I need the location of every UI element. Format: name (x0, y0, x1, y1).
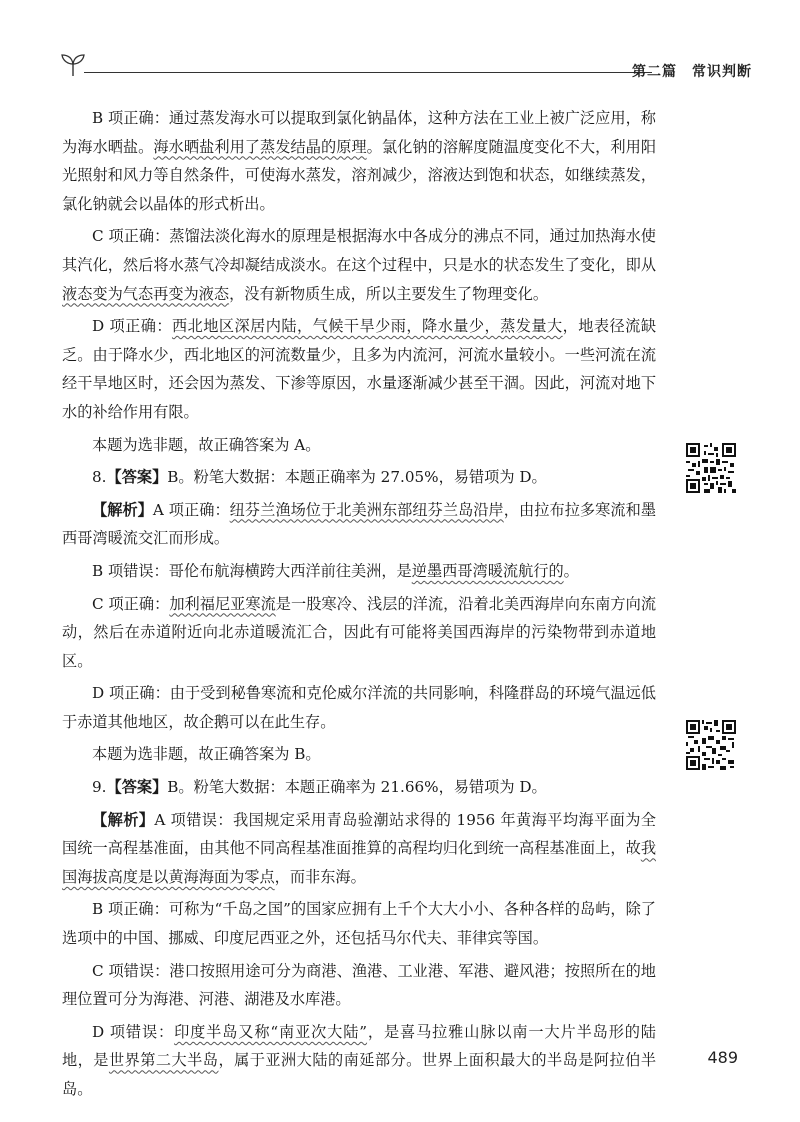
article-body (62, 104, 656, 1108)
header-rule (84, 72, 652, 73)
question-8-analysis-d: D 项正确：由于受到秘鲁寒流和克伦威尔洋流的共同影响，科隆群岛的环境气温远低于赤道其他地区，故企鹅可以在此生存。 (62, 684, 656, 731)
section-title: 第二篇 常识判断 (632, 64, 752, 80)
question-9-analysis-c: C 项错误：港口按照用途可分为商港、渔港、工业港、军港、避风港；按照所在的地理位置可分为海港、河港、湖港及水库港。 (62, 961, 656, 1009)
analysis-tag: 【解析】 (92, 500, 153, 519)
question-8-analysis-c: C 项正确：加利福尼亚寒流是一股寒冷、浅层的洋流，沿着北美西海岸向东南方向流动，然后在赤道附近向北赤道暖流汇合，因此有可能将美国西海岸的污染物带到赤道地区。 (62, 594, 657, 670)
underlined-key-point: 我国海拔高度是以黄海海面为零点 (62, 839, 656, 886)
qr-code-icon[interactable] (686, 443, 736, 493)
question-8-analysis-b: B 项错误：哥伦布航海横跨大西洋前往美洲，是逆墨西哥湾暖流航行的。 (92, 561, 579, 580)
paragraph-d-explanation: D 项正确：西北地区深居内陆，气候干旱少雨，降水量少，蒸发量大，地表径流缺乏。由于降水少，西北地区的河流数量少，且多为内流河，河流水量较小。一些河流在流经干旱地区时，还会因为蒸发、下渗等原因，水量逐渐减少甚至干涸。因此，河流对地下水的补给作用有限。 (62, 317, 657, 421)
paragraph-b-explanation: B 项正确：通过蒸发海水可以提取到氯化钠晶体，这种方法在工业上被广泛应用，称为海水晒盐。海水晒盐利用了蒸发结晶的原理。氯化钠的溶解度随温度变化不大，利用阳光照射和风力等自然条件，可使海水蒸发，溶剂减少，溶液达到饱和状态，如继续蒸发，氯化钠就会以晶体的形式析出。 (62, 109, 657, 213)
question-8-answer: 8.【答案】B。粉笔大数据：本题正确率为 27.05%，易错项为 D。 (92, 468, 547, 487)
question-9-answer: 9.【答案】B。粉笔大数据：本题正确率为 21.66%，易错项为 D。 (92, 778, 547, 797)
page-number: 489 (707, 1048, 738, 1067)
question-8-analysis-a: 【解析】A 项正确：纽芬兰渔场位于北美洲东部纽芬兰岛沿岸，由拉布拉多寒流和墨西哥湾暖流交汇而形成。 (62, 500, 657, 548)
question-9-analysis-b: B 项正确：可称为“千岛之国”的国家应拥有上千个大大小小、各种各样的岛屿，除了选项中的中国、挪威、印度尼西亚之外，还包括马尔代夫、菲律宾等国。 (62, 900, 656, 948)
page-header (48, 52, 752, 82)
answer-tag: 【答案】 (106, 778, 168, 797)
question-9-analysis-d: D 项错误：印度半岛又称“南亚次大陆”，是喜马拉雅山脉以南一大片半岛形的陆地，是世界第二大半岛，属于亚洲大陆的南延部分。世界上面积最大的半岛是阿拉伯半岛。 (62, 1022, 657, 1098)
underlined-key-point: 纽芬兰渔场位于北美洲东部纽芬兰岛沿岸 (229, 500, 504, 519)
sprout-icon (60, 52, 86, 78)
qr-code-icon[interactable] (686, 720, 736, 770)
underlined-key-point: 西北地区深居内陆，气候干旱少雨，降水量少，蒸发量大 (171, 317, 563, 336)
underlined-key-point: 逆墨西哥湾暖流航行的 (411, 561, 564, 580)
paragraph-c-explanation: C 项正确：蒸馏法淡化海水的原理是根据海水中各成分的沸点不同，通过加热海水使其汽化，然后将水蒸气冷却凝结成淡水。在这个过程中，只是水的状态发生了变化，即从液态变为气态再变为液态，没有新物质生成，所以主要发生了物理变化。 (62, 227, 656, 303)
answer-tag: 【答案】 (106, 468, 168, 487)
underlined-key-point: 世界第二大半岛 (108, 1051, 219, 1070)
underlined-key-point: 液态变为气态再变为液态 (62, 284, 230, 303)
analysis-tag: 【解析】 (92, 810, 155, 829)
paragraph-conclusion: 本题为选非题，故正确答案为 A。 (92, 435, 321, 454)
underlined-key-point: 加利福尼亚寒流 (169, 594, 276, 613)
underlined-key-point: 海水晒盐利用了蒸发结晶的原理 (153, 137, 367, 156)
question-8-conclusion: 本题为选非题，故正确答案为 B。 (92, 745, 321, 764)
question-9-analysis-a: 【解析】A 项错误：我国规定采用青岛验潮站求得的 1956 年黄海平均海平面为全国统一高程基准面，由其他不同高程基准面推算的高程均归化到统一高程基准面上，故我国海拔高度是以黄海海面为零点，而非东海。 (62, 810, 656, 886)
underlined-key-point: 印度半岛又称“南亚次大陆” (174, 1022, 368, 1041)
